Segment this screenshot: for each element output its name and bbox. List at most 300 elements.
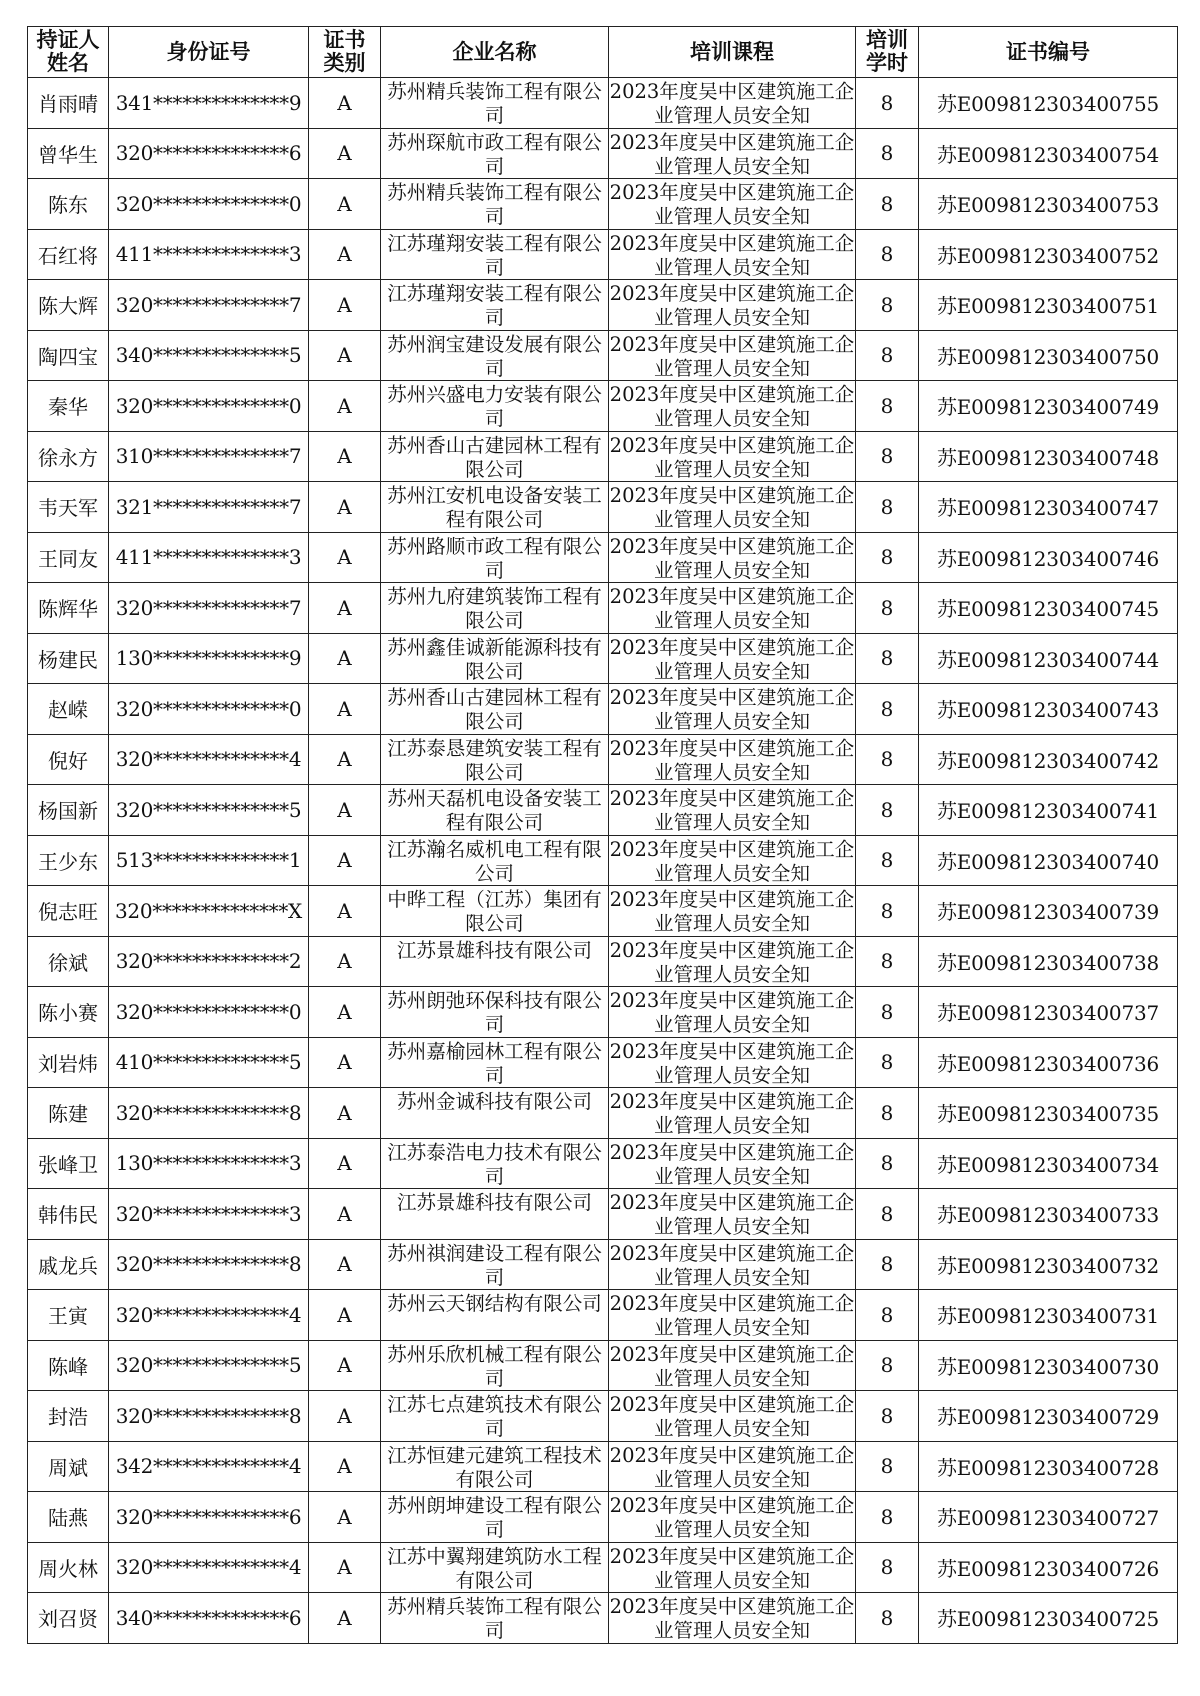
course-cell-text: 2023年度吴中区建筑施工企业管理人员安全知 [609, 1241, 855, 1288]
course-cell [609, 179, 856, 230]
course-cell-text: 2023年度吴中区建筑施工企业管理人员安全知 [609, 1494, 855, 1541]
course-cell [609, 734, 856, 785]
company-cell [381, 684, 609, 735]
company-cell [381, 128, 609, 179]
name-cell: 王同友 [28, 532, 109, 583]
cert-type-cell: A [309, 1037, 381, 1088]
id-number-cell: 320**************4 [109, 1542, 309, 1593]
course-cell-text: 2023年度吴中区建筑施工企业管理人员安全知 [609, 1595, 855, 1642]
course-cell-text: 2023年度吴中区建筑施工企业管理人员安全知 [609, 1140, 855, 1187]
id-number-cell: 513**************1 [109, 835, 309, 886]
id-number-cell: 320**************6 [109, 128, 309, 179]
hours-cell: 8 [856, 1138, 919, 1189]
hours-cell: 8 [856, 482, 919, 533]
table-row [28, 835, 1178, 886]
course-cell [609, 1542, 856, 1593]
hours-cell: 8 [856, 1239, 919, 1290]
company-cell-text: 江苏景雄科技有限公司 [396, 938, 592, 962]
company-cell [381, 229, 609, 280]
course-cell-text: 2023年度吴中区建筑施工企业管理人员安全知 [609, 837, 855, 884]
company-cell [381, 987, 609, 1038]
company-cell-text: 苏州朗坤建设工程有限公司 [387, 1494, 602, 1541]
table-row [28, 1542, 1178, 1593]
table-row [28, 1441, 1178, 1492]
company-cell-text: 苏州鑫佳诚新能源科技有限公司 [387, 635, 602, 682]
name-cell: 杨国新 [28, 785, 109, 836]
company-cell-text: 中晔工程（江苏）集团有限公司 [387, 888, 602, 935]
table-row [28, 179, 1178, 230]
company-cell-text: 苏州香山古建园林工程有限公司 [387, 433, 602, 480]
id-number-cell: 340**************6 [109, 1593, 309, 1644]
name-cell: 陈辉华 [28, 583, 109, 634]
name-cell: 徐永方 [28, 431, 109, 482]
course-cell [609, 78, 856, 129]
company-cell-text: 苏州九府建筑装饰工程有限公司 [387, 585, 602, 632]
table-row [28, 128, 1178, 179]
id-number-cell: 411**************3 [109, 532, 309, 583]
name-cell: 王少东 [28, 835, 109, 886]
name-cell: 陈小赛 [28, 987, 109, 1038]
cert-number-cell: 苏E009812303400753 [919, 179, 1178, 230]
company-cell-text: 江苏泰恳建筑安装工程有限公司 [387, 736, 602, 783]
cert-type-cell: A [309, 1189, 381, 1240]
company-cell [381, 1290, 609, 1341]
table-row [28, 1391, 1178, 1442]
cert-type-cell: A [309, 785, 381, 836]
id-number-cell: 320**************0 [109, 381, 309, 432]
company-cell-text: 苏州祺润建设工程有限公司 [387, 1241, 602, 1288]
course-cell [609, 835, 856, 886]
table-header-row [28, 27, 1178, 78]
hours-cell: 8 [856, 381, 919, 432]
name-cell: 陈大辉 [28, 280, 109, 331]
cert-number-cell: 苏E009812303400750 [919, 330, 1178, 381]
course-cell [609, 785, 856, 836]
id-number-cell: 341**************9 [109, 78, 309, 129]
name-cell: 陈峰 [28, 1340, 109, 1391]
course-cell-text: 2023年度吴中区建筑施工企业管理人员安全知 [609, 1090, 855, 1137]
hours-cell: 8 [856, 835, 919, 886]
company-cell-text: 苏州金诚科技有限公司 [396, 1090, 592, 1114]
table-row [28, 280, 1178, 331]
name-cell: 秦华 [28, 381, 109, 432]
course-cell-text: 2023年度吴中区建筑施工企业管理人员安全知 [609, 534, 855, 581]
cert-number-cell: 苏E009812303400743 [919, 684, 1178, 735]
course-cell-text: 2023年度吴中区建筑施工企业管理人员安全知 [609, 383, 855, 430]
table-row [28, 482, 1178, 533]
name-cell: 肖雨晴 [28, 78, 109, 129]
course-cell [609, 280, 856, 331]
header-name [28, 27, 109, 78]
id-number-cell: 321**************7 [109, 482, 309, 533]
course-cell-text: 2023年度吴中区建筑施工企业管理人员安全知 [609, 1393, 855, 1440]
company-cell-text: 江苏泰浩电力技术有限公司 [387, 1140, 602, 1187]
company-cell [381, 532, 609, 583]
id-number-cell: 320**************7 [109, 280, 309, 331]
name-cell: 韦天军 [28, 482, 109, 533]
company-cell-text: 苏州精兵装饰工程有限公司 [387, 80, 602, 127]
company-cell-text: 苏州路顺市政工程有限公司 [387, 534, 602, 581]
company-cell [381, 78, 609, 129]
hours-cell: 8 [856, 1189, 919, 1240]
company-cell [381, 785, 609, 836]
company-cell-text: 苏州嘉榆园林工程有限公司 [387, 1039, 602, 1086]
table-row [28, 734, 1178, 785]
cert-type-cell: A [309, 179, 381, 230]
hours-cell: 8 [856, 1340, 919, 1391]
cert-number-cell: 苏E009812303400739 [919, 886, 1178, 937]
cert-number-cell: 苏E009812303400744 [919, 633, 1178, 684]
course-cell-text: 2023年度吴中区建筑施工企业管理人员安全知 [609, 888, 855, 935]
id-number-cell: 340**************5 [109, 330, 309, 381]
cert-type-cell: A [309, 1340, 381, 1391]
course-cell [609, 128, 856, 179]
table-row [28, 987, 1178, 1038]
cert-number-cell: 苏E009812303400737 [919, 987, 1178, 1038]
company-cell-text: 苏州朗弛环保科技有限公司 [387, 989, 602, 1036]
hours-cell: 8 [856, 330, 919, 381]
course-cell-text: 2023年度吴中区建筑施工企业管理人员安全知 [609, 433, 855, 480]
cert-number-cell: 苏E009812303400747 [919, 482, 1178, 533]
table-row [28, 936, 1178, 987]
company-cell-text: 江苏恒建元建筑工程技术有限公司 [387, 1443, 602, 1490]
name-cell: 徐斌 [28, 936, 109, 987]
course-cell-text: 2023年度吴中区建筑施工企业管理人员安全知 [609, 938, 855, 985]
course-cell [609, 987, 856, 1038]
company-cell [381, 1340, 609, 1391]
cert-number-cell: 苏E009812303400727 [919, 1492, 1178, 1543]
id-number-cell: 320**************4 [109, 1290, 309, 1341]
table-row [28, 1088, 1178, 1139]
company-cell-text: 苏州精兵装饰工程有限公司 [387, 1595, 602, 1642]
hours-cell: 8 [856, 179, 919, 230]
hours-cell: 8 [856, 280, 919, 331]
company-cell [381, 886, 609, 937]
course-cell-text: 2023年度吴中区建筑施工企业管理人员安全知 [609, 231, 855, 278]
header-id: 身份证号 [109, 27, 309, 78]
cert-number-cell: 苏E009812303400740 [919, 835, 1178, 886]
company-cell [381, 1088, 609, 1139]
name-cell: 陈建 [28, 1088, 109, 1139]
course-cell [609, 431, 856, 482]
course-cell-text: 2023年度吴中区建筑施工企业管理人员安全知 [609, 332, 855, 379]
header-course: 培训课程 [609, 27, 856, 78]
table-row [28, 1340, 1178, 1391]
company-cell-text: 苏州琛航市政工程有限公司 [387, 130, 602, 177]
cert-type-cell: A [309, 835, 381, 886]
company-cell [381, 482, 609, 533]
id-number-cell: 411**************3 [109, 229, 309, 280]
hours-cell: 8 [856, 1492, 919, 1543]
company-cell [381, 1441, 609, 1492]
cert-number-cell: 苏E009812303400749 [919, 381, 1178, 432]
course-cell-text: 2023年度吴中区建筑施工企业管理人员安全知 [609, 1342, 855, 1389]
name-cell: 石红将 [28, 229, 109, 280]
name-cell: 倪志旺 [28, 886, 109, 937]
course-cell [609, 684, 856, 735]
id-number-cell: 320**************6 [109, 1492, 309, 1543]
hours-cell: 8 [856, 1391, 919, 1442]
course-cell-text: 2023年度吴中区建筑施工企业管理人员安全知 [609, 989, 855, 1036]
id-number-cell: 320**************0 [109, 987, 309, 1038]
name-cell: 封浩 [28, 1391, 109, 1442]
table-row [28, 381, 1178, 432]
course-cell [609, 482, 856, 533]
company-cell [381, 330, 609, 381]
table-row [28, 1492, 1178, 1543]
company-cell [381, 835, 609, 886]
cert-number-cell: 苏E009812303400733 [919, 1189, 1178, 1240]
hours-cell: 8 [856, 431, 919, 482]
name-cell: 赵嵘 [28, 684, 109, 735]
company-cell [381, 1492, 609, 1543]
company-cell [381, 936, 609, 987]
hours-cell: 8 [856, 785, 919, 836]
cert-type-cell: A [309, 1441, 381, 1492]
cert-number-cell: 苏E009812303400732 [919, 1239, 1178, 1290]
cert-type-cell: A [309, 1593, 381, 1644]
cert-type-cell: A [309, 280, 381, 331]
hours-cell: 8 [856, 936, 919, 987]
course-cell [609, 936, 856, 987]
cert-number-cell: 苏E009812303400735 [919, 1088, 1178, 1139]
company-cell [381, 1037, 609, 1088]
company-cell [381, 431, 609, 482]
cert-type-cell: A [309, 229, 381, 280]
cert-type-cell: A [309, 330, 381, 381]
id-number-cell: 320**************8 [109, 1239, 309, 1290]
course-cell-text: 2023年度吴中区建筑施工企业管理人员安全知 [609, 585, 855, 632]
company-cell [381, 1189, 609, 1240]
id-number-cell: 342**************4 [109, 1441, 309, 1492]
table-row [28, 1138, 1178, 1189]
course-cell-text: 2023年度吴中区建筑施工企业管理人员安全知 [609, 80, 855, 127]
hours-cell: 8 [856, 1088, 919, 1139]
company-cell-text: 苏州润宝建设发展有限公司 [387, 332, 602, 379]
course-cell-text: 2023年度吴中区建筑施工企业管理人员安全知 [609, 484, 855, 531]
company-cell [381, 179, 609, 230]
company-cell [381, 1391, 609, 1442]
hours-cell: 8 [856, 684, 919, 735]
header-company: 企业名称 [381, 27, 609, 78]
header-type [309, 27, 381, 78]
name-cell: 周斌 [28, 1441, 109, 1492]
header-cert-no: 证书编号 [919, 27, 1178, 78]
company-cell-text: 苏州兴盛电力安装有限公司 [387, 383, 602, 430]
hours-cell: 8 [856, 583, 919, 634]
course-cell-text: 2023年度吴中区建筑施工企业管理人员安全知 [609, 1443, 855, 1490]
header-hours-text: 培训学时 [866, 28, 908, 75]
cert-number-cell: 苏E009812303400734 [919, 1138, 1178, 1189]
company-cell-text: 苏州乐欣机械工程有限公司 [387, 1342, 602, 1389]
table-row [28, 785, 1178, 836]
hours-cell: 8 [856, 987, 919, 1038]
cert-number-cell: 苏E009812303400729 [919, 1391, 1178, 1442]
cert-number-cell: 苏E009812303400751 [919, 280, 1178, 331]
cert-number-cell: 苏E009812303400731 [919, 1290, 1178, 1341]
id-number-cell: 320**************7 [109, 583, 309, 634]
course-cell [609, 886, 856, 937]
course-cell [609, 1391, 856, 1442]
company-cell-text: 苏州云天钢结构有限公司 [387, 1292, 602, 1316]
course-cell [609, 381, 856, 432]
cert-number-cell: 苏E009812303400754 [919, 128, 1178, 179]
company-cell-text: 江苏中翼翔建筑防水工程有限公司 [387, 1544, 602, 1591]
company-cell-text: 江苏景雄科技有限公司 [396, 1191, 592, 1215]
table-row [28, 684, 1178, 735]
cert-number-cell: 苏E009812303400748 [919, 431, 1178, 482]
company-cell [381, 381, 609, 432]
course-cell [609, 1189, 856, 1240]
table-row [28, 78, 1178, 129]
id-number-cell: 320**************0 [109, 179, 309, 230]
name-cell: 韩伟民 [28, 1189, 109, 1240]
cert-type-cell: A [309, 532, 381, 583]
table-row [28, 1593, 1178, 1644]
cert-type-cell: A [309, 482, 381, 533]
table-row [28, 431, 1178, 482]
course-cell-text: 2023年度吴中区建筑施工企业管理人员安全知 [609, 787, 855, 834]
cert-number-cell: 苏E009812303400742 [919, 734, 1178, 785]
id-number-cell: 320**************8 [109, 1088, 309, 1139]
company-cell-text: 江苏瑾翔安装工程有限公司 [387, 231, 602, 278]
name-cell: 王寅 [28, 1290, 109, 1341]
company-cell-text: 江苏瀚名威机电工程有限公司 [387, 837, 602, 884]
name-cell: 曾华生 [28, 128, 109, 179]
table-body [28, 78, 1178, 1644]
hours-cell: 8 [856, 1542, 919, 1593]
company-cell-text: 苏州天磊机电设备安装工程有限公司 [387, 787, 602, 834]
id-number-cell: 320**************X [109, 886, 309, 937]
name-cell: 刘岩炜 [28, 1037, 109, 1088]
cert-type-cell: A [309, 1138, 381, 1189]
course-cell [609, 1340, 856, 1391]
course-cell [609, 1290, 856, 1341]
name-cell: 刘召贤 [28, 1593, 109, 1644]
course-cell-text: 2023年度吴中区建筑施工企业管理人员安全知 [609, 1292, 855, 1339]
cert-type-cell: A [309, 684, 381, 735]
id-number-cell: 130**************3 [109, 1138, 309, 1189]
course-cell-text: 2023年度吴中区建筑施工企业管理人员安全知 [609, 736, 855, 783]
cert-type-cell: A [309, 583, 381, 634]
company-cell-text: 苏州江安机电设备安装工程有限公司 [387, 484, 602, 531]
hours-cell: 8 [856, 1441, 919, 1492]
cert-type-cell: A [309, 1391, 381, 1442]
name-cell: 杨建民 [28, 633, 109, 684]
cert-number-cell: 苏E009812303400746 [919, 532, 1178, 583]
hours-cell: 8 [856, 734, 919, 785]
id-number-cell: 320**************0 [109, 684, 309, 735]
cert-type-cell: A [309, 936, 381, 987]
cert-type-cell: A [309, 734, 381, 785]
table-row [28, 583, 1178, 634]
company-cell [381, 1593, 609, 1644]
header-hours [856, 27, 919, 78]
cert-type-cell: A [309, 1542, 381, 1593]
hours-cell: 8 [856, 229, 919, 280]
cert-number-cell: 苏E009812303400725 [919, 1593, 1178, 1644]
certificate-table [27, 26, 1178, 1644]
id-number-cell: 320**************8 [109, 1391, 309, 1442]
table-row [28, 1037, 1178, 1088]
cert-number-cell: 苏E009812303400730 [919, 1340, 1178, 1391]
name-cell: 倪好 [28, 734, 109, 785]
company-cell [381, 633, 609, 684]
cert-type-cell: A [309, 381, 381, 432]
table-row [28, 1189, 1178, 1240]
course-cell [609, 633, 856, 684]
id-number-cell: 130**************9 [109, 633, 309, 684]
hours-cell: 8 [856, 532, 919, 583]
cert-type-cell: A [309, 1492, 381, 1543]
cert-type-cell: A [309, 886, 381, 937]
name-cell: 张峰卫 [28, 1138, 109, 1189]
company-cell [381, 1239, 609, 1290]
cert-type-cell: A [309, 78, 381, 129]
course-cell-text: 2023年度吴中区建筑施工企业管理人员安全知 [609, 1039, 855, 1086]
course-cell-text: 2023年度吴中区建筑施工企业管理人员安全知 [609, 635, 855, 682]
hours-cell: 8 [856, 128, 919, 179]
cert-number-cell: 苏E009812303400728 [919, 1441, 1178, 1492]
company-cell [381, 280, 609, 331]
table-row [28, 1290, 1178, 1341]
table-row [28, 633, 1178, 684]
course-cell-text: 2023年度吴中区建筑施工企业管理人员安全知 [609, 686, 855, 733]
company-cell-text: 苏州香山古建园林工程有限公司 [387, 686, 602, 733]
hours-cell: 8 [856, 633, 919, 684]
cert-number-cell: 苏E009812303400736 [919, 1037, 1178, 1088]
company-cell [381, 1138, 609, 1189]
id-number-cell: 410**************5 [109, 1037, 309, 1088]
company-cell [381, 583, 609, 634]
hours-cell: 8 [856, 1593, 919, 1644]
cert-type-cell: A [309, 1088, 381, 1139]
cert-number-cell: 苏E009812303400755 [919, 78, 1178, 129]
header-type-text: 证书类别 [323, 28, 366, 75]
company-cell-text: 苏州精兵装饰工程有限公司 [387, 181, 602, 228]
header-name-text: 持证人姓名 [36, 28, 100, 75]
course-cell [609, 1088, 856, 1139]
course-cell [609, 1239, 856, 1290]
id-number-cell: 310**************7 [109, 431, 309, 482]
course-cell [609, 229, 856, 280]
id-number-cell: 320**************5 [109, 785, 309, 836]
course-cell [609, 1593, 856, 1644]
course-cell [609, 532, 856, 583]
table-row [28, 532, 1178, 583]
hours-cell: 8 [856, 1290, 919, 1341]
cert-number-cell: 苏E009812303400726 [919, 1542, 1178, 1593]
cert-type-cell: A [309, 128, 381, 179]
course-cell-text: 2023年度吴中区建筑施工企业管理人员安全知 [609, 1191, 855, 1238]
table-row [28, 886, 1178, 937]
name-cell: 戚龙兵 [28, 1239, 109, 1290]
table-row [28, 229, 1178, 280]
company-cell-text: 江苏瑾翔安装工程有限公司 [387, 282, 602, 329]
table-row [28, 1239, 1178, 1290]
course-cell [609, 1492, 856, 1543]
name-cell: 周火林 [28, 1542, 109, 1593]
name-cell: 陶四宝 [28, 330, 109, 381]
course-cell-text: 2023年度吴中区建筑施工企业管理人员安全知 [609, 1544, 855, 1591]
hours-cell: 8 [856, 886, 919, 937]
cert-type-cell: A [309, 1290, 381, 1341]
course-cell [609, 583, 856, 634]
hours-cell: 8 [856, 78, 919, 129]
course-cell-text: 2023年度吴中区建筑施工企业管理人员安全知 [609, 282, 855, 329]
id-number-cell: 320**************4 [109, 734, 309, 785]
cert-number-cell: 苏E009812303400741 [919, 785, 1178, 836]
